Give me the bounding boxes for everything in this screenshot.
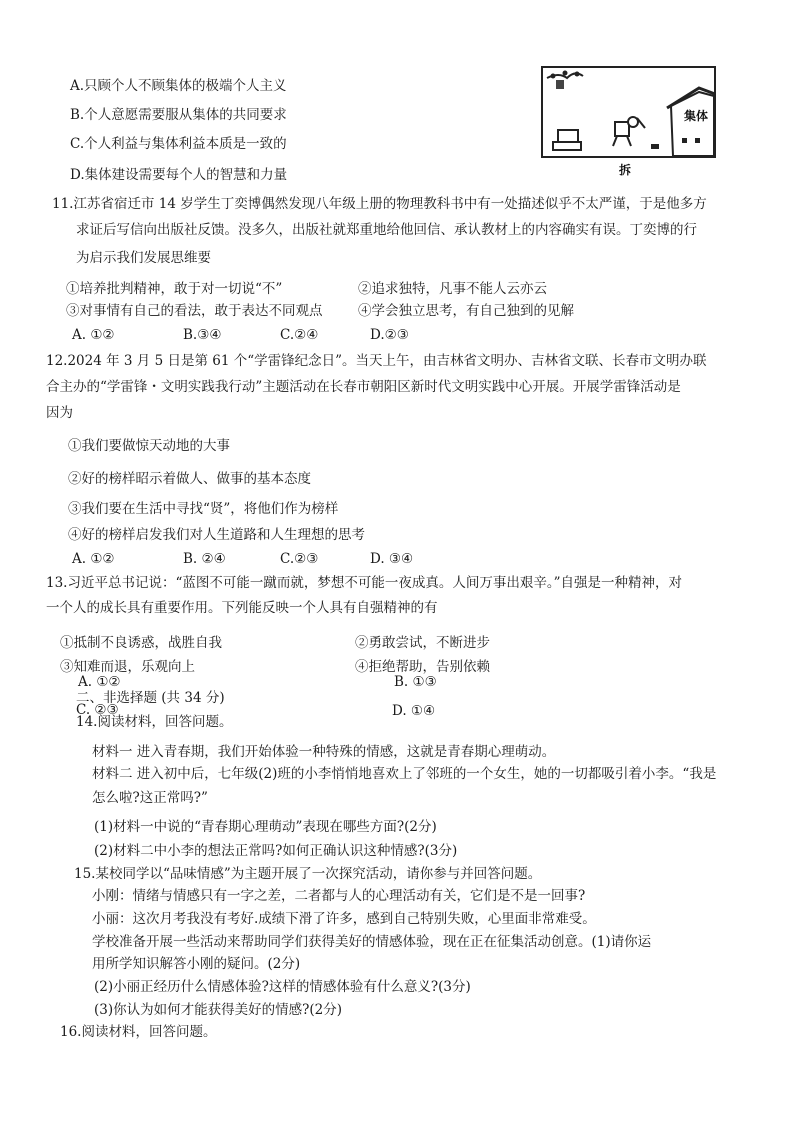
q13-option-b: B. ①③	[394, 674, 437, 690]
q10-option-a: A.只顾个人不顾集体的极端个人主义	[70, 78, 287, 94]
q12-option-b: B. ②④	[183, 551, 226, 567]
q15-line-3: 学校准备开展一些活动来帮助同学们获得美好的情感体验，现在正在征集活动创意。(1)请你运	[92, 934, 652, 950]
q13-stem-line-2: 一个人的成长具有重要作用。下列能反映一个人具有自强精神的有	[46, 600, 438, 616]
q11-option-c: C.②④	[280, 327, 319, 343]
q11-stem-line-2: 求证后写信向出版社反馈。没多久，出版社就郑重地给他回信、承认教材上的内容确实有误。丁奕博的行	[76, 222, 697, 238]
q10-option-c: C.个人利益与集体利益本质是一致的	[70, 136, 287, 152]
q15-subquestion-3: (3)你认为如何才能获得美好的情感?(2分)	[94, 1002, 342, 1018]
q14-material-2-line-2: 怎么啦?这正常吗?”	[92, 790, 208, 806]
q14-stem: 14.阅读材料，回答问题。	[76, 714, 233, 730]
q12-stem-line-2: 合主办的“学雷锋・文明实践我行动”主题活动在长春市朝阳区新时代文明实践中心开展。开展学雷锋活动是	[46, 379, 681, 395]
q16-stem: 16.阅读材料，回答问题。	[60, 1024, 217, 1040]
q11-item-3: ③对事情有自己的看法，敢于表达不同观点	[66, 303, 323, 319]
q12-option-d: D. ③④	[370, 551, 414, 567]
cartoon-caption: 拆	[619, 163, 632, 177]
q11-item-1: ①培养批判精神，敢于对一切说“不”	[66, 281, 283, 297]
q13-option-d: D. ①④	[392, 703, 436, 719]
q11-option-b: B.③④	[183, 327, 222, 343]
q14-subquestion-2: (2)材料二中小李的想法正常吗?如何正确认识这种情感?(3分)	[94, 843, 458, 859]
q11-option-a: A. ①②	[72, 327, 115, 343]
q12-option-c: C.②③	[280, 551, 319, 567]
q12-item-4: ④好的榜样启发我们对人生道路和人生理想的思考	[68, 527, 365, 543]
house-label: 集体	[684, 109, 709, 123]
q13-item-4: ④拒绝帮助，告别依赖	[355, 659, 490, 675]
q15-line-4: 用所学知识解答小刚的疑问。(2分)	[92, 956, 301, 972]
q13-option-c: C. ②③	[76, 702, 119, 718]
q13-stem-line-1: 13.习近平总书记说：“蓝图不可能一蹴而就，梦想不可能一夜成真。人间万事出艰辛。”自强是一种精神，对	[46, 575, 683, 591]
q12-item-1: ①我们要做惊天动地的大事	[68, 438, 230, 454]
q12-item-2: ②好的榜样昭示着做人、做事的基本态度	[68, 471, 311, 487]
q12-option-a: A. ①②	[72, 551, 115, 567]
q13-item-2: ②勇敢尝试，不断进步	[355, 635, 490, 651]
q15-stem: 15.某校同学以“品味情感”为主题开展了一次探究活动，请你参与并回答问题。	[74, 866, 542, 882]
person-figure-icon	[615, 122, 629, 136]
section-two-title: 二、非选择题 (共 34 分)	[76, 690, 225, 706]
q14-material-2-line-1: 材料二 进入初中后，七年级(2)班的小李悄悄地喜欢上了邻班的一个女生，她的一切都吸引着小李。“我是	[92, 766, 717, 782]
q11-item-2: ②追求独特，凡事不能人云亦云	[358, 281, 547, 297]
lamp-icon	[556, 80, 564, 89]
q15-line-1: 小刚：情绪与情感只有一字之差，二者都与人的心理活动有关，它们是不是一回事?	[92, 888, 586, 904]
q12-stem-line-3: 因为	[46, 405, 73, 421]
q10-option-d: D.集体建设需要每个人的智慧和力量	[70, 167, 288, 183]
cartoon-illustration	[541, 66, 716, 178]
q11-option-d: D.②③	[370, 327, 409, 343]
q10-option-b: B.个人意愿需要服从集体的共同要求	[70, 107, 287, 123]
q15-subquestion-2: (2)小丽正经历什么情感体验?这样的情感体验有什么意义?(3分)	[94, 979, 471, 995]
q11-stem-line-1: 11.江苏省宿迁市 14 岁学生丁奕博偶然发现八年级上册的物理教科书中有一处描述似乎不太严谨，于是他多方	[52, 196, 707, 212]
q14-subquestion-1: (1)材料一中说的“青春期心理萌动”表现在哪些方面?(2分)	[94, 819, 437, 835]
q15-line-2: 小丽：这次月考我没有考好.成绩下滑了许多，感到自己特别失败，心里面非常难受。	[92, 911, 596, 927]
q13-item-1: ①抵制不良诱惑，战胜自我	[60, 635, 222, 651]
q12-stem-line-1: 12.2024 年 3 月 5 日是第 61 个“学雷锋纪念日”。当天上午，由吉林省文明办、吉林省文联、长春市文明办联	[46, 353, 707, 369]
q11-stem-line-3: 为启示我们发展思维要	[76, 250, 211, 266]
q13-option-a: A. ①②	[78, 674, 121, 690]
q14-material-1: 材料一 进入青春期，我们开始体验一种特殊的情感，这就是青春期心理萌动。	[92, 744, 556, 760]
q11-item-4: ④学会独立思考，有自己独到的见解	[358, 303, 574, 319]
q13-item-3: ③知难而退，乐观向上	[60, 659, 195, 675]
q12-item-3: ③我们要在生活中寻找“贤”，将他们作为榜样	[68, 501, 339, 517]
